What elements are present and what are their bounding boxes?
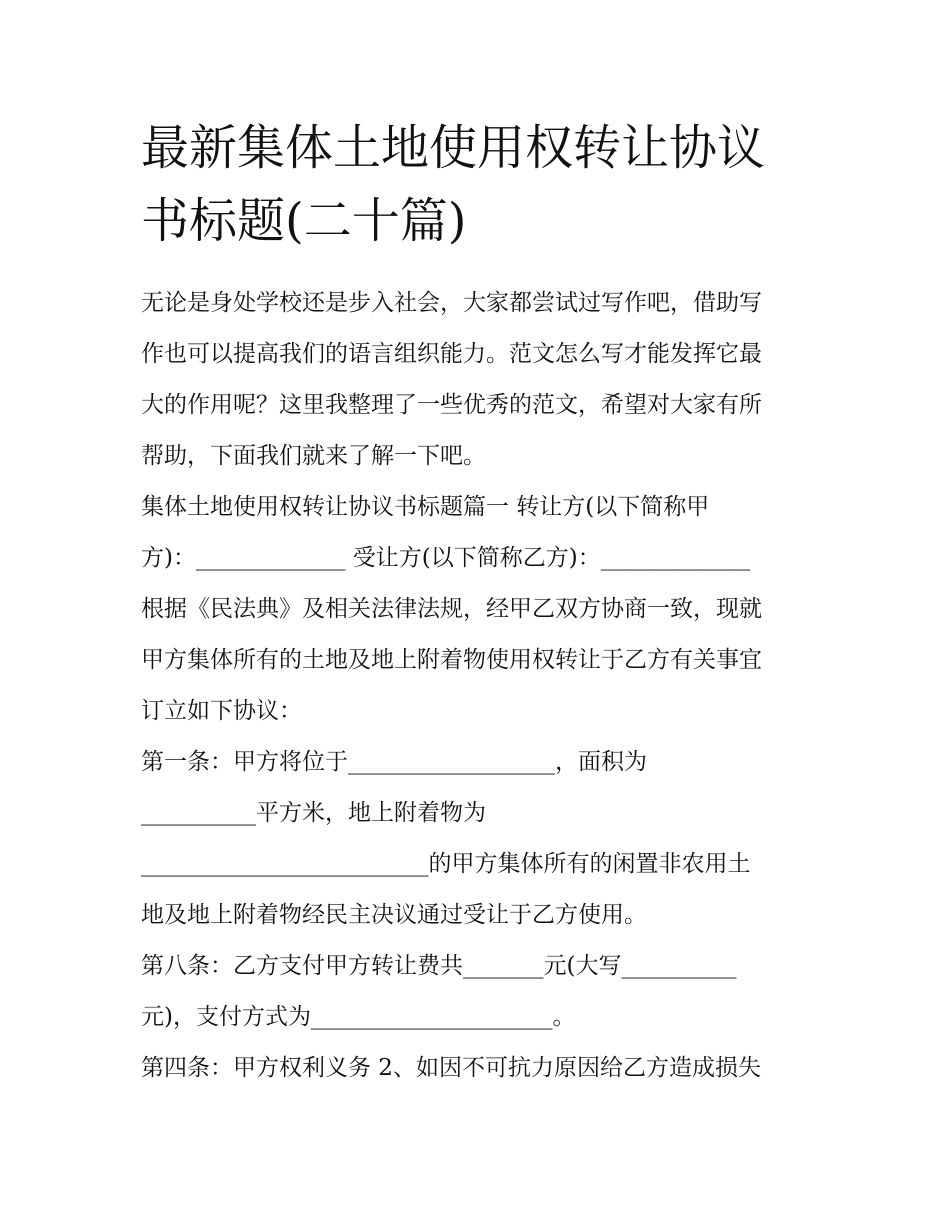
body-line: 方)：_____________ 受让方(以下简称乙方)：_____________ bbox=[141, 545, 751, 571]
body-line: 集体土地使用权转让协议书标题篇一 转让方(以下简称甲 bbox=[141, 494, 710, 520]
body-line: 大的作用呢？这里我整理了一些优秀的范文，希望对大家有所 bbox=[141, 392, 762, 418]
body-line: 第一条：甲方将位于__________________，面积为 bbox=[141, 749, 647, 775]
body-line: 作也可以提高我们的语言组织能力。范文怎么写才能发挥它最 bbox=[141, 341, 762, 367]
body-line: 订立如下协议： bbox=[141, 698, 302, 724]
body-line: 第八条：乙方支付甲方转让费共_______元(大写__________ bbox=[141, 953, 737, 979]
document-title bbox=[141, 112, 821, 258]
document-body bbox=[141, 278, 821, 1094]
body-line: _________________________的甲方集体所有的闲置非农用土 bbox=[141, 851, 751, 877]
title-line-1: 最新集体土地使用权转让协议 bbox=[141, 120, 766, 176]
body-line: 地及地上附着物经民主决议通过受让于乙方使用。 bbox=[141, 902, 647, 928]
title-line-2: 书标题(二十篇) bbox=[141, 193, 467, 249]
body-line: 甲方集体所有的土地及地上附着物使用权转让于乙方有关事宜 bbox=[141, 647, 762, 673]
body-line: 帮助，下面我们就来了解一下吧。 bbox=[141, 443, 486, 469]
body-line: 根据《民法典》及相关法律法规，经甲乙双方协商一致，现就 bbox=[141, 596, 762, 622]
body-line: __________平方米，地上附着物为 bbox=[141, 800, 486, 826]
body-line: 无论是身处学校还是步入社会，大家都尝试过写作吧，借助写 bbox=[141, 290, 762, 316]
body-line: 第四条：甲方权利义务 2、如因不可抗力原因给乙方造成损失 bbox=[141, 1055, 761, 1081]
body-line: 元)，支付方式为_____________________。 bbox=[141, 1004, 576, 1030]
